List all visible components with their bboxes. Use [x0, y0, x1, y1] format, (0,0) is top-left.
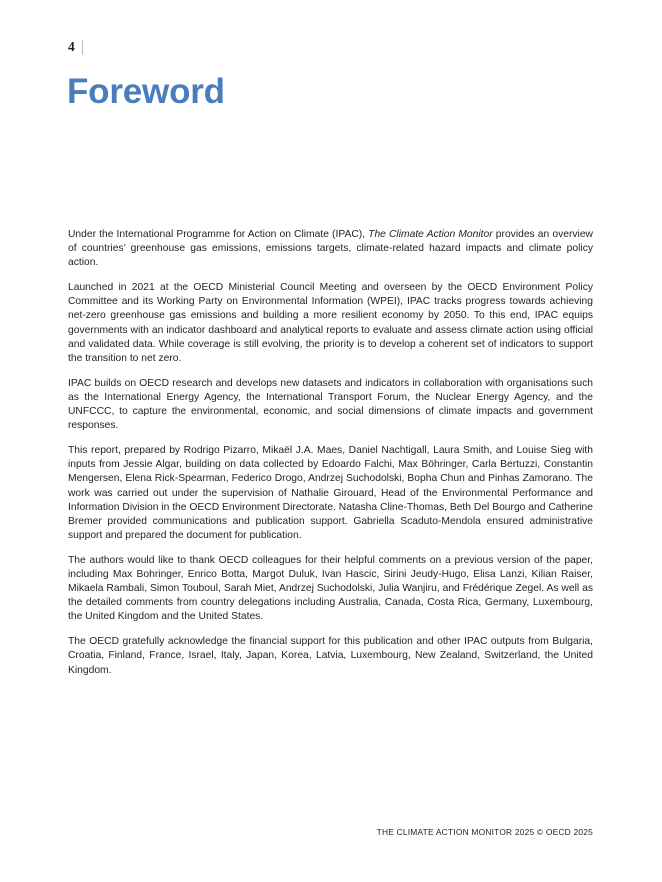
text-run: The OECD gratefully acknowledge the financial support for this publication and other IPAC outputs from Bulgaria, Croatia, Finland, France, Israel, Italy, Japan, Korea, Latvia, Luxembourg, New Zealand, Switzerland, the United Kingdom.: [68, 636, 593, 676]
paragraph: [68, 281, 593, 366]
page-footer: THE CLIMATE ACTION MONITOR 2025 © OECD 2025: [376, 827, 593, 837]
text-run: provides an overview of countries’ greenhouse gas emissions, emissions targets, climate-related hazard impacts and climate policy action.: [68, 229, 593, 269]
text-run: Under the International Programme for Action on Climate (IPAC),: [68, 229, 369, 240]
paragraph: [68, 377, 593, 433]
body-text-block: [68, 228, 593, 678]
text-run: Launched in 2021 at the OECD Ministerial Council Meeting and overseen by the OECD Environment Policy Committee and its Working Party on Environmental Information (WPEI), IPAC tracks progress towards achieving net-zero greenhouse gas emissions and building a more resilient economy by 2050. To this end, IPAC equips governments with an indicator dashboard and analytical reports to evaluate and assess climate action using official and validated data. While coverage is still evolving, the priority is to develop a coherent set of indicators to support the transition to net zero.: [68, 282, 593, 364]
folio-divider-rule: [82, 40, 83, 55]
paragraph: [68, 635, 593, 677]
paragraph: [68, 228, 593, 270]
paragraph: [68, 444, 593, 543]
text-run: IPAC builds on OECD research and develops new datasets and indicators in collaboration with organisations such as the International Energy Agency, the International Transport Forum, the Nuclear Energy Agency, and the UNFCCC, to capture the environmental, economic, and social dimensions of climate impacts and government responses.: [68, 377, 593, 432]
text-run: This report, prepared by Rodrigo Pizarro, Mikaël J.A. Maes, Daniel Nachtigall, Laura Smith, and Louise Sieg with inputs from Jessie Algar, building on data collected by Edoardo Falchi, Max Böhringer, Carla Bertuzzi, Constantin Mengersen, Elena Rick-Spearman, Federico Drogo, Andrzej Suchodolski, Bopha Chun and Pinhas Zamorano. The work was carried out under the supervision of Nathalie Girouard, Head of the Environmental Performance and Information Division in the OECD Environment Directorate. Natasha Cline-Thomas, Beth Del Bourgo and Catherine Bremer provided communications and publication support. Gabriella Scaduto-Mendola ensured administrative support and prepared the document for publication.: [68, 445, 593, 541]
page-title: Foreword: [67, 72, 225, 111]
page-number: 4: [68, 39, 75, 55]
publication-title: The Climate Action Monitor: [368, 229, 493, 240]
text-run: The authors would like to thank OECD colleagues for their helpful comments on a previous version of the paper, including Max Bohringer, Enrico Botta, Margot Duluk, Ivan Hascic, Sirini Jeudy-Hugo, Elisa Lanzi, Kilian Raiser, Mikaela Rambali, Simon Touboul, Sarah Miet, Andrzej Suchodolski, Julia Wanjiru, and Frédérique Zegel. As well as the detailed comments from country delegations including Australia, Canada, Costa Rica, Germany, Luxembourg, the United Kingdom and the United States.: [68, 554, 593, 623]
page-folio: [68, 38, 83, 56]
paragraph: [68, 554, 593, 624]
